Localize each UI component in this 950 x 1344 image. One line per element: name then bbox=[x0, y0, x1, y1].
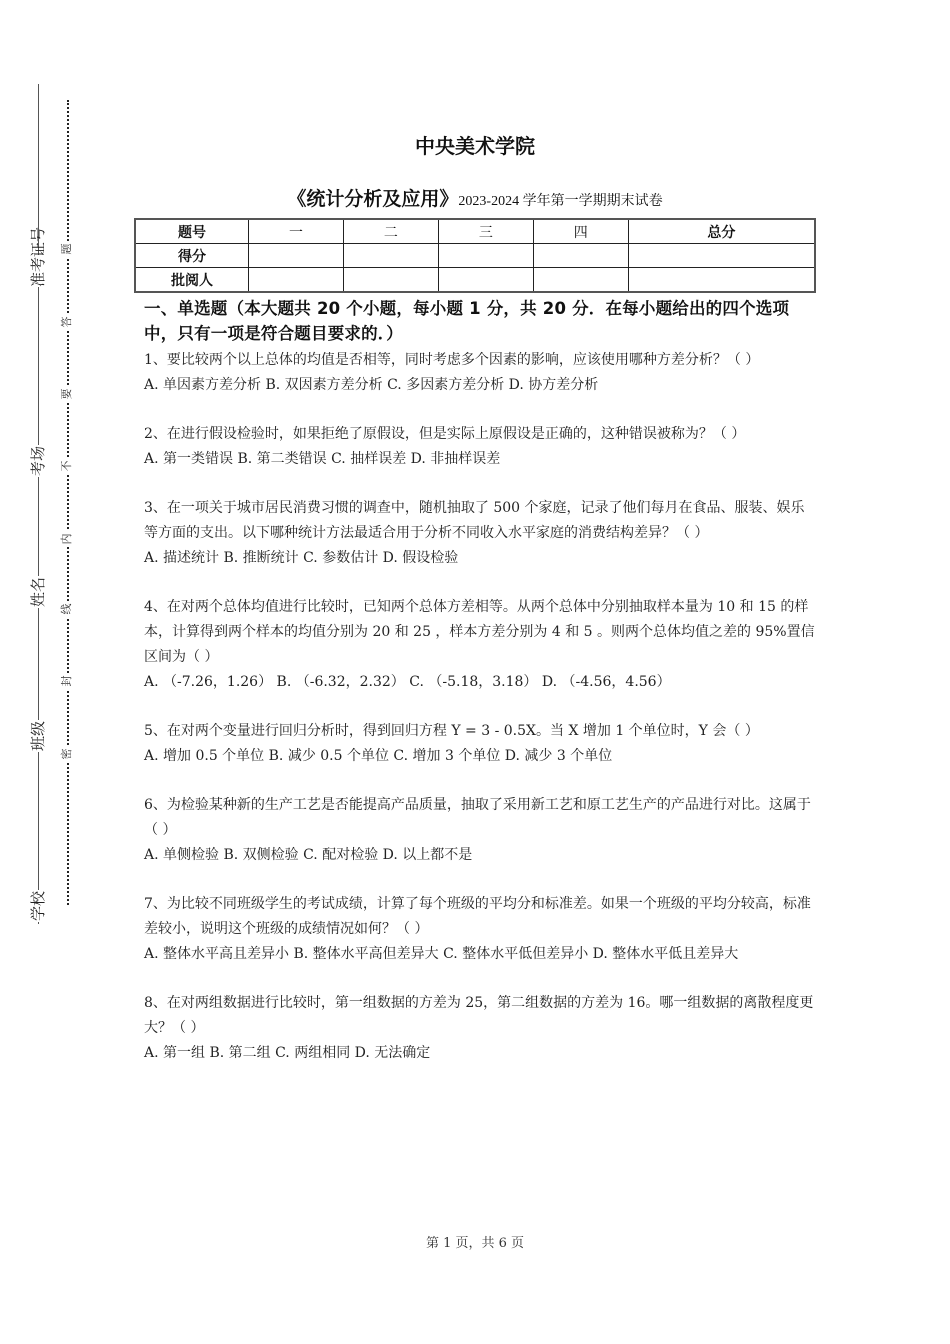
header-cell: 题号 bbox=[135, 219, 249, 244]
seal-char: 封 bbox=[59, 673, 75, 689]
question-options: A. 描述统计 B. 推断统计 C. 参数估计 D. 假设检验 bbox=[144, 550, 459, 566]
seal-char: 密 bbox=[59, 746, 75, 762]
score-row bbox=[135, 244, 815, 268]
question-4 bbox=[144, 595, 816, 695]
grader-cell[interactable] bbox=[249, 268, 344, 293]
question-stem: 6、为检验某种新的生产工艺是否能提高产品质量，抽取了采用新工艺和原工艺生产的产品进行对比。这属于（ ） bbox=[144, 797, 811, 838]
school-label: 学校 bbox=[29, 891, 47, 922]
school-title: 中央美术学院 bbox=[415, 134, 535, 158]
row-label: 得分 bbox=[135, 244, 249, 268]
question-stem: 2、在进行假设检验时，如果拒绝了原假设，但是实际上原假设是正确的，这种错误被称为？（ ） bbox=[144, 426, 746, 442]
grader-cell[interactable] bbox=[343, 268, 438, 293]
grader-cell[interactable] bbox=[533, 268, 628, 293]
seal-dotted-line bbox=[67, 100, 69, 905]
score-cell[interactable] bbox=[249, 244, 344, 268]
header-cell: 四 bbox=[533, 219, 628, 244]
score-cell[interactable] bbox=[343, 244, 438, 268]
seal-char: 答 bbox=[59, 314, 75, 330]
header-cell: 三 bbox=[438, 219, 533, 244]
question-5 bbox=[144, 719, 816, 769]
header-cell: 二 bbox=[343, 219, 438, 244]
question-7 bbox=[144, 892, 816, 967]
question-stem: 4、在对两个总体均值进行比较时，已知两个总体方差相等。从两个总体中分别抽取样本量为 10 和 15 的样本，计算得到两个样本的均值分别为 20 和 25 ，样本方差分别为 4 和 5 。则两个总体均值之差的 95%置信区间为（ ） bbox=[144, 599, 815, 665]
exam-term: 2023-2024 学年第一学期期末试卷 bbox=[458, 194, 663, 209]
seal-char: 题 bbox=[59, 241, 75, 257]
header-cell: 一 bbox=[249, 219, 344, 244]
question-options: A. 第一类错误 B. 第二类错误 C. 抽样误差 D. 非抽样误差 bbox=[144, 451, 501, 467]
grader-cell[interactable] bbox=[628, 268, 815, 293]
question-6 bbox=[144, 793, 816, 868]
header-cell: 总分 bbox=[628, 219, 815, 244]
question-3 bbox=[144, 496, 816, 571]
question-stem: 7、为比较不同班级学生的考试成绩，计算了每个班级的平均分和标准差。如果一个班级的平均分较高，标准差较小，说明这个班级的成绩情况如何？（ ） bbox=[144, 896, 811, 937]
question-options: A. 单侧检验 B. 双侧检验 C. 配对检验 D. 以上都不是 bbox=[144, 847, 473, 863]
course-name: 《统计分析及应用》 bbox=[287, 188, 459, 210]
name-label: 姓名 bbox=[29, 577, 47, 608]
exam-room-label: 考场 bbox=[29, 446, 47, 477]
question-stem: 3、在一项关于城市居民消费习惯的调查中，随机抽取了 500 个家庭，记录了他们每月在食品、服装、娱乐等方面的支出。以下哪种统计方法最适合用于分析不同收入水平家庭的消费结构差异？（ ） bbox=[144, 500, 805, 541]
score-cell[interactable] bbox=[438, 244, 533, 268]
exam-title bbox=[0, 184, 950, 211]
seal-char: 要 bbox=[59, 386, 75, 402]
page-number: 第 1 页，共 6 页 bbox=[425, 1236, 525, 1251]
question-2 bbox=[144, 422, 816, 472]
row-label: 批阅人 bbox=[135, 268, 249, 293]
question-options: A. 第一组 B. 第二组 C. 两组相同 D. 无法确定 bbox=[144, 1045, 431, 1061]
exam-number-label: 准考证号 bbox=[29, 226, 47, 287]
seal-char: 内 bbox=[59, 531, 75, 547]
question-stem: 5、在对两个变量进行回归分析时，得到回归方程 Y = 3 - 0.5X。当 X 增加 1 个单位时，Y 会（ ） bbox=[144, 723, 759, 739]
grader-cell[interactable] bbox=[438, 268, 533, 293]
section-title: 一、单选题（本大题共 20 个小题，每小题 1 分，共 20 分．在每小题给出的四个选项中，只有一项是符合题目要求的．） bbox=[144, 299, 790, 343]
grader-row bbox=[135, 268, 815, 293]
score-cell[interactable] bbox=[533, 244, 628, 268]
question-options: A. （-7.26，1.26） B. （-6.32，2.32） C. （-5.18，3.18） D. （-4.56，4.56） bbox=[144, 674, 671, 690]
score-table bbox=[134, 218, 816, 293]
question-options: A. 增加 0.5 个单位 B. 减少 0.5 个单位 C. 增加 3 个单位 D. 减少 3 个单位 bbox=[144, 748, 613, 764]
question-options: A. 整体水平高且差异小 B. 整体水平高但差异大 C. 整体水平低但差异小 D. 整体水平低且差异大 bbox=[144, 946, 739, 962]
exam-content bbox=[144, 296, 816, 1090]
seal-char: 线 bbox=[59, 601, 75, 617]
question-stem: 8、在对两组数据进行比较时，第一组数据的方差为 25，第二组数据的方差为 16。哪一组数据的离散程度更大？（ ） bbox=[144, 995, 814, 1036]
score-table-header-row bbox=[135, 219, 815, 244]
class-label: 班级 bbox=[29, 721, 47, 752]
question-options: A. 单因素方差分析 B. 双因素方差分析 C. 多因素方差分析 D. 协方差分析 bbox=[144, 377, 599, 393]
seal-char: 不 bbox=[59, 458, 75, 474]
question-1 bbox=[144, 348, 816, 398]
question-stem: 1、要比较两个以上总体的均值是否相等，同时考虑多个因素的影响，应该使用哪种方差分析？（ ） bbox=[144, 352, 760, 368]
score-cell[interactable] bbox=[628, 244, 815, 268]
question-8 bbox=[144, 991, 816, 1066]
